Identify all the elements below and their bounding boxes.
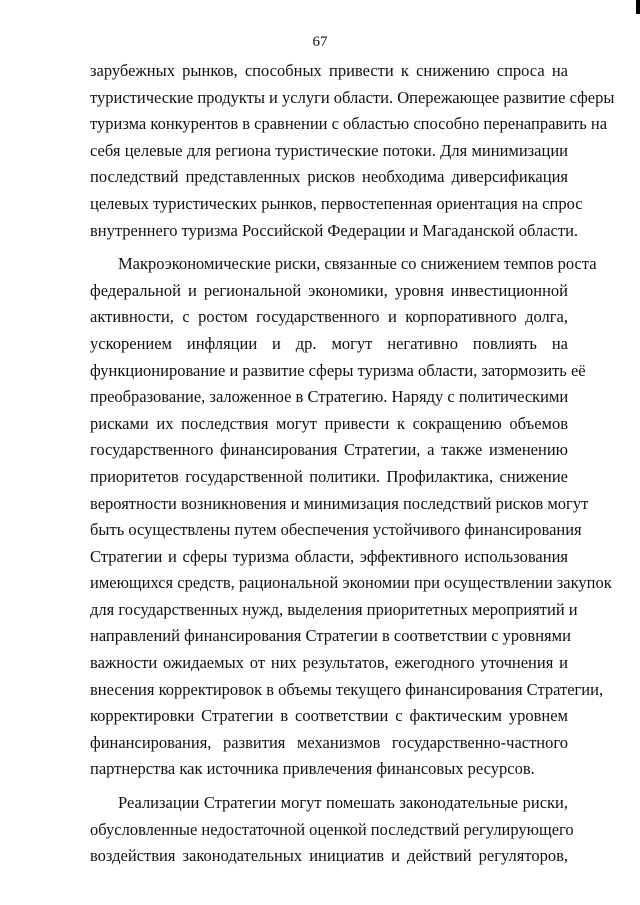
paragraph-gap [90,244,568,251]
page-number: 67 [312,34,328,50]
text-line: обусловленные недостаточной оценкой последствий регулирующего [90,819,574,839]
text-line: последствий представленных рисков необходима диверсификация [90,167,568,187]
text-line: для государственных нужд, выделения приоритетных мероприятий и [90,599,578,619]
text-line: себя целевые для региона туристические потоки. Для минимизации [90,140,568,160]
text-line: целевых туристических рынков, первостепенная ориентация на спрос [90,193,583,213]
text-line: федеральной и региональной экономики, уровня инвестиционной [90,280,568,300]
text-line: финансирования, развития механизмов государственно-частного [90,732,568,752]
text-line: имеющихся средств, рациональной экономии при осуществлении закупок [90,573,612,593]
scan-edge-mark [636,0,640,14]
text-line: туризма конкурентов в сравнении с областью способно перенаправить на [90,114,608,134]
text-line: воздействия законодательных инициатив и действий регуляторов, [90,846,568,866]
paragraph-1 [90,58,615,244]
text-line: внесения корректировок в объемы текущего финансирования Стратегии, [90,679,604,699]
text-line: корректировки Стратегии в соответствии с фактическим уровнем [90,706,568,726]
text-line: Макроэкономические риски, связанные со снижением темпов роста [118,254,597,274]
paragraph-2 [90,251,612,783]
text-line: государственного финансирования Стратегии, а также изменению [90,440,568,460]
text-line: преобразование, заложенное в Стратегию. Наряду с политическими [90,387,569,407]
text-line: активности, с ростом государственного и корпоративного долга, [90,307,568,327]
text-line: туристические продукты и услуги области. Опережающее развитие сферы [90,87,615,107]
paragraph-3 [90,790,574,870]
body-text [90,58,615,870]
text-line: функционирование и развитие сферы туризма области, затормозить её [90,360,586,380]
text-line: Реализации Стратегии могут помешать законодательные риски, [118,793,568,813]
text-line: Стратегии и сферы туризма области, эффективного использования [90,546,568,566]
text-line: вероятности возникновения и минимизация последствий рисков могут [90,493,589,513]
text-line: направлений финансирования Стратегии в соответствии с уровнями [90,626,571,646]
text-line: зарубежных рынков, способных привести к снижению спроса на [90,61,568,80]
text-line: рисками их последствия могут привести к сокращению объемов [90,413,568,433]
text-line: важности ожидаемых от них результатов, ежегодного уточнения и [90,653,568,673]
paragraph-gap [90,783,568,790]
text-line: внутреннего туризма Российской Федерации и Магаданской области. [90,220,579,240]
text-line: партнерства как источника привлечения финансовых ресурсов. [90,759,535,779]
text-line: приоритетов государственной политики. Профилактика, снижение [90,466,568,486]
text-line: быть осуществлены путем обеспечения устойчивого финансирования [90,520,582,540]
text-line: ускорением инфляции и др. могут негативно повлиять на [90,333,568,353]
